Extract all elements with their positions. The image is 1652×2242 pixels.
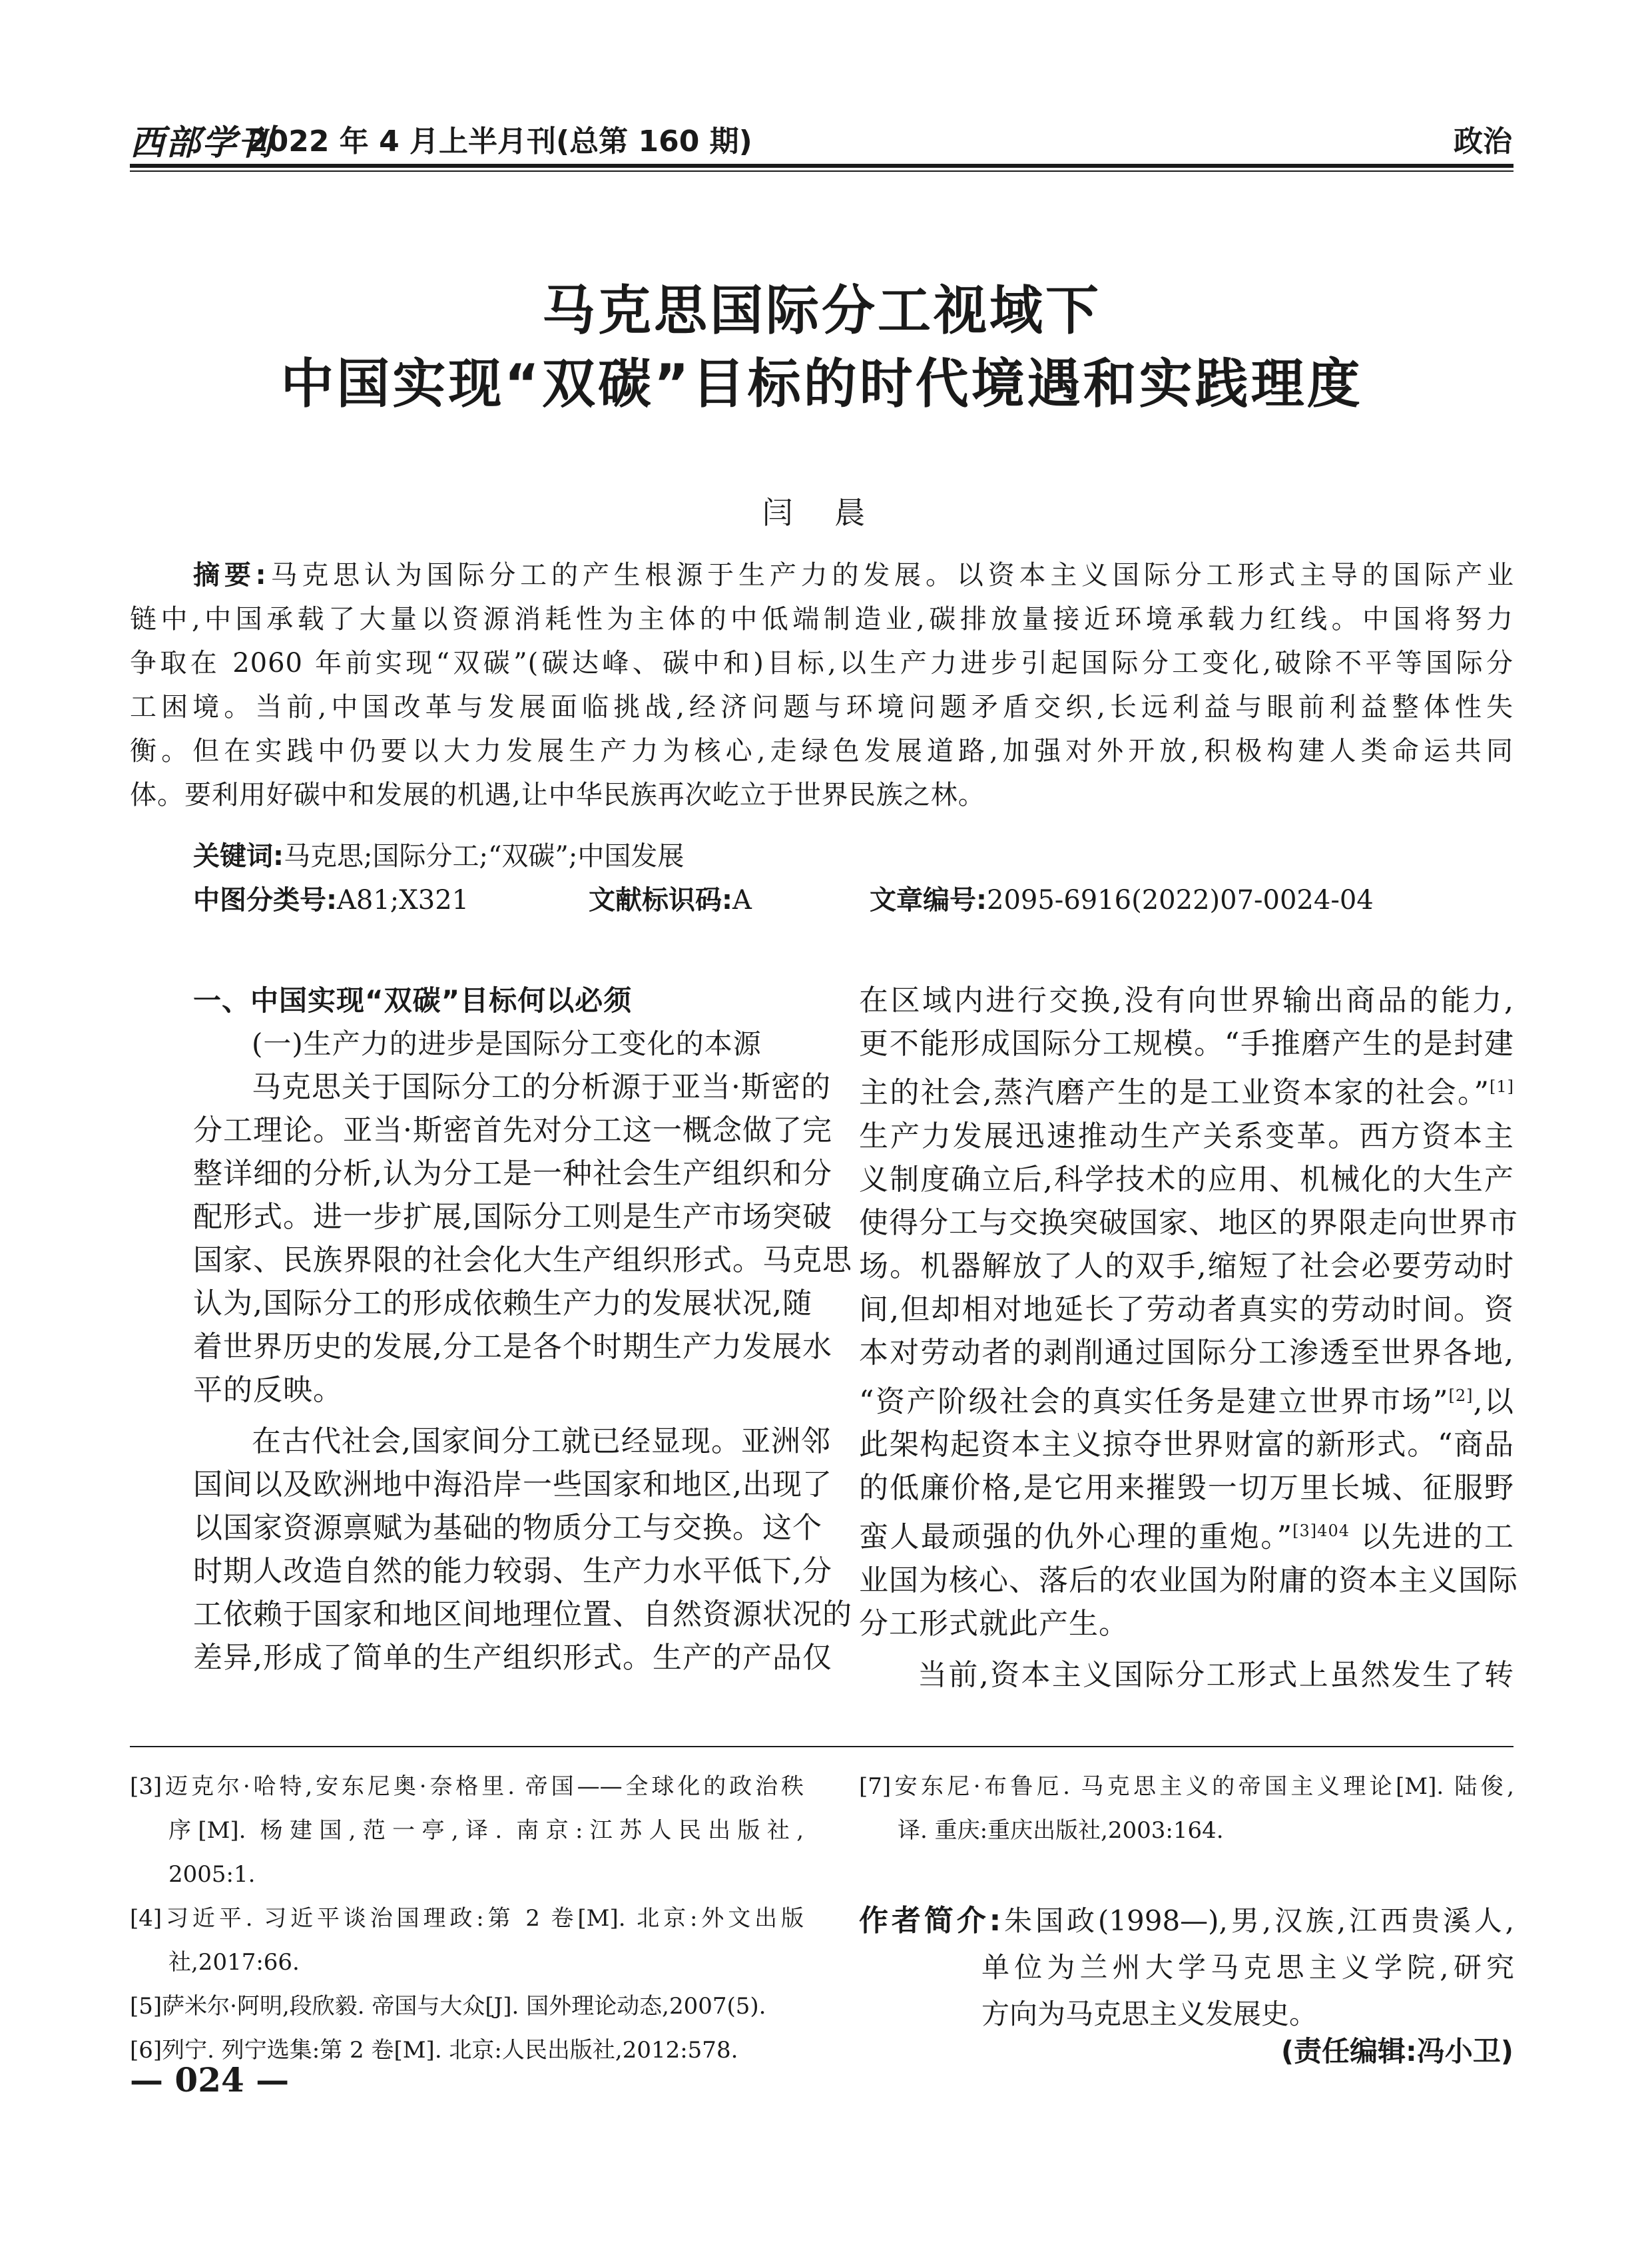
body-line: 此架构起资本主义掠夺世界财富的新形式。“商品 <box>859 1428 1514 1462</box>
clc-number <box>193 879 469 917</box>
bio-line: 单位为兰州大学马克思主义学院,研究 <box>981 1951 1514 1984</box>
section-label: 政治 <box>1454 125 1512 158</box>
reference-item: 2005:1. <box>168 1861 256 1888</box>
body-line: 以国家资源禀赋为基础的物质分工与交换。这个 <box>193 1511 822 1545</box>
body-line: 当前,资本主义国际分工形式上虽然发生了转 <box>918 1657 1514 1692</box>
body-line: 国间以及欧洲地中海沿岸一些国家和地区,出现了 <box>193 1468 832 1502</box>
body-line: 着世界历史的发展,分工是各个时期生产力发展水 <box>193 1330 832 1364</box>
reference-item: [6]列宁. 列宁选集:第 2 卷[M]. 北京:人民出版社,2012:578. <box>130 2037 738 2064</box>
abstract-line: 体。要利用好碳中和发展的机遇,让中华民族再次屹立于世界民族之林。 <box>130 780 985 810</box>
sub-heading: (一)生产力的进步是国际分工变化的本源 <box>252 1027 762 1060</box>
reference-item: [5]萨米尔·阿明,段欣毅. 帝国与大众[J]. 国外理论动态,2007(5). <box>130 1993 766 2020</box>
body-text: “资产阶级社会的真实任务是建立世界市场” <box>859 1384 1449 1419</box>
bio-line: 方向为马克思主义发展史。 <box>981 1998 1318 2030</box>
reference-item: 译. 重庆:重庆出版社,2003:164. <box>898 1817 1224 1844</box>
bio-line <box>859 1898 1514 1944</box>
body-line <box>859 1510 1514 1559</box>
header-rule-thin <box>130 170 1514 172</box>
clc-value: A81;X321 <box>337 885 469 916</box>
body-line: 整详细的分析,认为分工是一种社会生产组织和分 <box>193 1157 832 1191</box>
body-line: 分工理论。亚当·斯密首先对分工这一概念做了完 <box>193 1113 832 1147</box>
references-right <box>859 1765 1514 1852</box>
footnote-rule <box>130 1746 1514 1747</box>
body-line: 配形式。进一步扩展,国际分工则是生产市场突破 <box>193 1200 832 1234</box>
citation-ref: [2] <box>1448 1386 1474 1405</box>
author-name: 闫 晨 <box>762 495 882 531</box>
clc-label: 中图分类号: <box>193 885 337 916</box>
body-text: 主的社会,蒸汽磨产生的是工业资本家的社会。” <box>859 1075 1490 1110</box>
reference-item: 社,2017:66. <box>168 1949 300 1976</box>
doc-code <box>589 879 752 917</box>
bio-text: 朱国政(1998—),男,汉族,江西贵溪人, <box>1001 1904 1514 1937</box>
journal-logo: 西部学刊 <box>130 123 274 163</box>
reference-item: [7]安东尼·布鲁厄. 马克思主义的帝国主义理论[M]. 陆俊, <box>859 1773 1514 1800</box>
article-title-line-1: 马克思国际分工视域下 <box>542 280 1101 342</box>
doc-value: A <box>732 885 752 916</box>
abstract-line: 链中,中国承载了大量以资源消耗性为主体的中低端制造业,碳排放量接近环境承载力红线。中国将努力 <box>130 604 1514 635</box>
article-number-value: 2095-6916(2022)07-0024-04 <box>987 885 1374 916</box>
author-bio <box>859 1898 1514 2038</box>
doc-label: 文献标识码: <box>589 885 732 916</box>
keywords <box>193 835 684 873</box>
article-title-line-2: 中国实现“双碳”目标的时代境遇和实践理度 <box>280 353 1363 415</box>
body-line: 生产力发展迅速推动生产关系变革。西方资本主 <box>859 1119 1514 1153</box>
abstract-line: 争取在 2060 年前实现“双碳”(碳达峰、碳中和)目标,以生产力进步引起国际分工变化,破除不平等国际分 <box>130 648 1514 679</box>
body-text: 以先进的工 <box>1349 1520 1514 1554</box>
body-line: 义制度确立后,科学技术的应用、机械化的大生产 <box>859 1162 1514 1197</box>
article-number <box>870 879 1374 917</box>
body-line: 工依赖于国家和地区间地理位置、自然资源状况的 <box>193 1597 852 1631</box>
references-left <box>130 1765 804 2072</box>
keywords-label: 关键词: <box>193 841 284 872</box>
reference-item: 序[M]. 杨建国,范一亭,译. 南京:江苏人民出版社, <box>168 1817 804 1844</box>
bio-label: 作者简介: <box>859 1904 1001 1938</box>
citation-ref: [3]404 <box>1292 1522 1350 1541</box>
body-left-column <box>193 979 852 1679</box>
page-number: — 024 — <box>130 2060 290 2100</box>
body-line: 在区域内进行交换,没有向世界输出商品的能力, <box>859 983 1514 1017</box>
body-line: 场。机器解放了人的双手,缩短了社会必要劳动时 <box>859 1249 1515 1283</box>
body-line: 业国为核心、落后的农业国为附庸的资本主义国际 <box>859 1563 1518 1597</box>
body-line: 马克思关于国际分工的分析源于亚当·斯密的 <box>252 1070 831 1104</box>
abstract-line: 衡。但在实践中仍要以大力发展生产力为核心,走绿色发展道路,加强对外开放,积极构建人类命运共同 <box>130 736 1514 766</box>
body-line: 的低廉价格,是它用来摧毁一切万里长城、征服野 <box>859 1471 1514 1506</box>
responsible-editor: (责任编辑:冯小卫) <box>1280 2035 1514 2068</box>
body-line: 更不能形成国际分工规模。“手推磨产生的是封建 <box>859 1027 1514 1061</box>
body-line: 在古代社会,国家间分工就已经显现。亚洲邻 <box>252 1424 831 1458</box>
body-line: 间,但却相对地延长了劳动者真实的劳动时间。资 <box>859 1292 1514 1326</box>
body-right-column <box>859 979 1518 1697</box>
body-text: 蛮人最顽强的仇外心理的重炮。” <box>859 1520 1293 1554</box>
header-rule <box>130 164 1514 168</box>
body-line: 平的反映。 <box>193 1373 343 1407</box>
citation-ref: [1] <box>1490 1077 1514 1096</box>
body-line: 认为,国际分工的形成依赖生产力的发展状况,随 <box>193 1286 812 1320</box>
body-line: 分工形式就此产生。 <box>859 1606 1129 1641</box>
body-line: 国家、民族界限的社会化大生产组织形式。马克思 <box>193 1243 852 1277</box>
article-number-label: 文章编号: <box>870 885 987 916</box>
body-line: 本对劳动者的剥削通过国际分工渗透至世界各地, <box>859 1335 1514 1370</box>
reference-item: [4]习近平. 习近平谈治国理政:第 2 卷[M]. 北京:外文出版 <box>130 1905 804 1932</box>
reference-item: [3]迈克尔·哈特,安东尼奥·奈格里. 帝国——全球化的政治秩 <box>130 1773 804 1800</box>
abstract-line: 工困境。当前,中国改革与发展面临挑战,经济问题与环境问题矛盾交织,长远利益与眼前利益整体性失 <box>130 692 1514 722</box>
body-text: ,以 <box>1473 1384 1514 1419</box>
abstract-label: 摘要: <box>193 560 267 591</box>
section-heading: 一、中国实现“双碳”目标何以必须 <box>193 984 633 1017</box>
body-line <box>859 1065 1514 1115</box>
body-line: 时期人改造自然的能力较弱、生产力水平低下,分 <box>193 1554 832 1588</box>
body-line <box>859 1374 1514 1424</box>
body-line: 差异,形成了简单的生产组织形式。生产的产品仅 <box>193 1641 832 1675</box>
issue-info: 2022 年 4 月上半月刊(总第 160 期) <box>248 125 752 158</box>
abstract-line <box>193 555 1514 595</box>
keywords-value: 马克思;国际分工;“双碳”;中国发展 <box>284 841 685 872</box>
body-line: 使得分工与交换突破国家、地区的界限走向世界市 <box>859 1205 1518 1240</box>
abstract-text: 马克思认为国际分工的产生根源于生产力的发展。以资本主义国际分工形式主导的国际产业 <box>266 560 1515 591</box>
